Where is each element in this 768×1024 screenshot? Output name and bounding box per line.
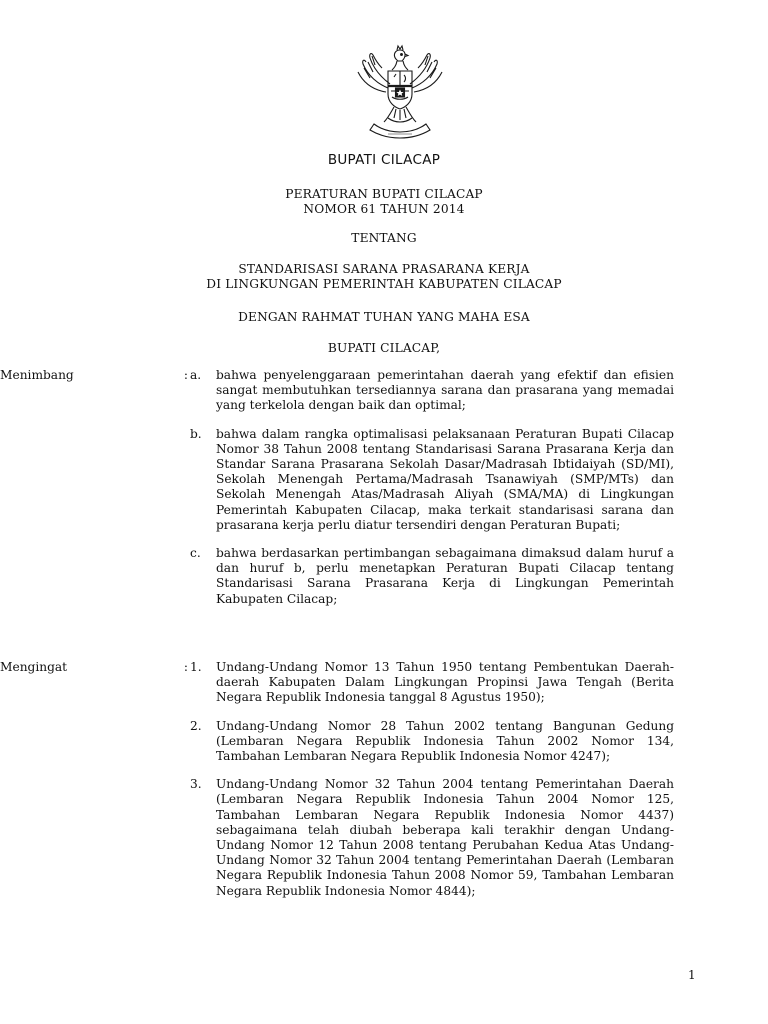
item-text: bahwa berdasarkan pertimbangan sebagaimana dimaksud dalam huruf a dan huruf b, perlu menetapkan Peraturan Bupati Cilacap tentang Standarisasi Sarana Prasarana Kerja di Lingkungan Pemerintah Kabupaten Cilacap;	[216, 546, 674, 606]
menimbang-item-b	[0, 427, 768, 533]
official-line: BUPATI CILACAP,	[327, 341, 441, 355]
menimbang-label: Menimbang	[0, 368, 74, 382]
mengingat-item-2	[0, 719, 768, 765]
about-heading: TENTANG	[351, 231, 417, 245]
item-text: bahwa penyelenggaraan pemerintahan daerah yang efektif dan efisien sangat membutuhkan tersediannya sarana dan prasarana yang memadai yang terkelola dengan baik dan optimal;	[216, 368, 674, 413]
subject-line-1: STANDARISASI SARANA PRASARANA KERJA	[238, 262, 530, 276]
item-marker: b.	[190, 426, 202, 441]
mengingat-section	[0, 660, 768, 899]
page-number: 1	[688, 968, 696, 982]
subject-line-2: DI LINGKUNGAN PEMERINTAH KABUPATEN CILACAP	[206, 277, 562, 291]
regulation-number: NOMOR 61 TAHUN 2014	[303, 202, 465, 216]
menimbang-colon: :	[183, 368, 188, 382]
menimbang-item-a	[0, 368, 768, 414]
regulation-type: PERATURAN BUPATI CILACAP	[285, 187, 483, 201]
office-title: BUPATI CILACAP	[327, 152, 441, 168]
garuda-pancasila-icon	[344, 44, 456, 144]
item-marker: a.	[190, 368, 202, 382]
mengingat-item-3	[0, 777, 768, 899]
mengingat-label: Mengingat	[0, 660, 68, 674]
menimbang-section	[0, 368, 768, 607]
item-marker: 2.	[190, 718, 202, 733]
mengingat-colon: :	[183, 660, 188, 674]
item-text: Undang-Undang Nomor 32 Tahun 2004 tentang Pemerintahan Daerah (Lembaran Negara Republik Indonesia Tahun 2004 Nomor 125, Tambahan Lembaran Negara Republik Indonesia Nomor 4437) sebagaimana telah diubah beberapa kali terakhir dengan Undang-Undang Nomor 12 Tahun 2008 tentang Perubahan Kedua Atas Undang-Undang Nomor 32 Tahun 2004 tentang Pemerintahan Daerah (Lembaran Negara Republik Indonesia Tahun 2008 Nomor 59, Tambahan Lembaran Negara Republik Indonesia Nomor 4844);	[216, 777, 674, 898]
mengingat-item-1	[0, 660, 768, 706]
item-text: Undang-Undang Nomor 28 Tahun 2002 tentang Bangunan Gedung (Lembaran Negara Republik Indonesia Tahun 2002 Nomor 134, Tambahan Lembaran Negara Republik Indonesia Nomor 4247);	[216, 718, 674, 764]
item-marker: 3.	[190, 777, 202, 792]
item-text: bahwa dalam rangka optimalisasi pelaksanaan Peraturan Bupati Cilacap Nomor 38 Tahun 2008 tentang Standarisasi Sarana Prasarana Kerja dan Standar Sarana Prasarana Sekolah Dasar/Madrasah Ibtidaiyah (SD/MI), Sekolah Menengah Pertama/Madrasah Tsanawiyah (SMP/MTs) dan Sekolah Menengah Atas/Madrasah Aliyah (SMA/MA) di Lingkungan Pemerintah Kabupaten Cilacap, maka terkait standarisasi sarana dan prasarana kerja perlu diatur tersendiri dengan Peraturan Bupati;	[216, 426, 674, 532]
item-marker: 1.	[190, 660, 202, 674]
menimbang-item-c	[0, 546, 768, 607]
blessing-line: DENGAN RAHMAT TUHAN YANG MAHA ESA	[238, 310, 530, 324]
item-text: Undang-Undang Nomor 13 Tahun 1950 tentang Pembentukan Daerah-daerah Kabupaten Dalam Lingkungan Propinsi Jawa Tengah (Berita Negara Republik Indonesia tanggal 8 Agustus 1950);	[216, 660, 674, 705]
item-marker: c.	[190, 546, 201, 561]
